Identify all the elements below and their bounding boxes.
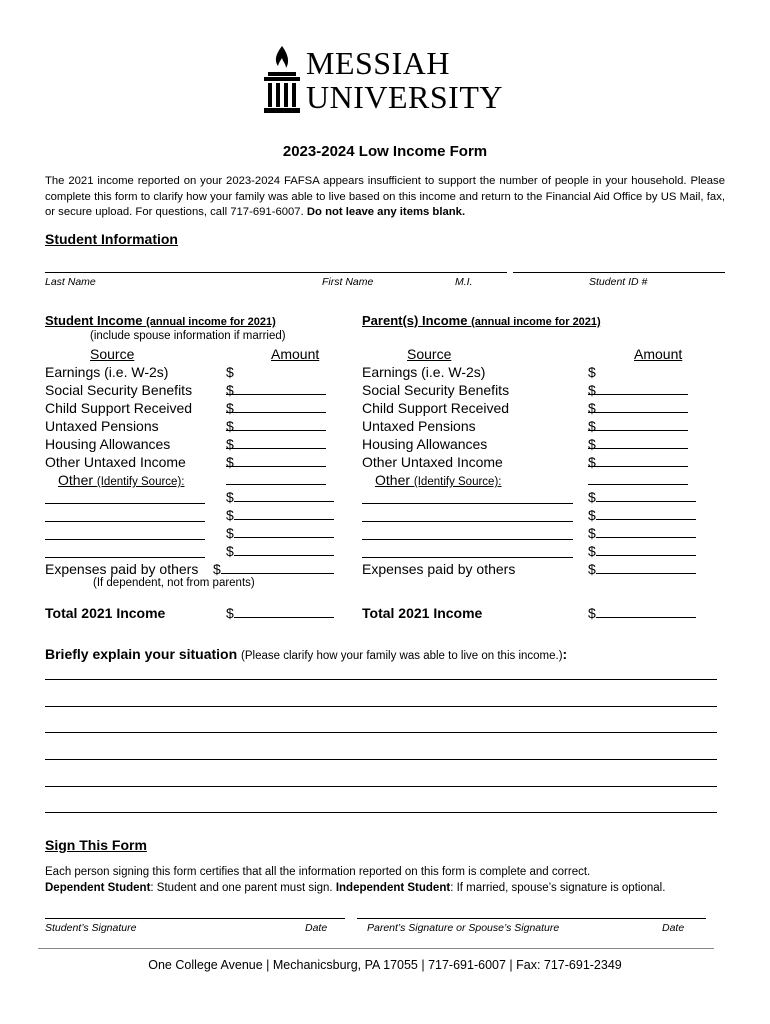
mi-label: M.I. xyxy=(455,276,473,288)
independent-label: Independent Student xyxy=(335,881,451,894)
student-income-row xyxy=(45,435,234,453)
parent-amount-label: Amount xyxy=(634,346,683,362)
parent-other-source-field[interactable] xyxy=(362,521,573,522)
dollar-sign: $ xyxy=(588,489,596,505)
income-source-label: Other Untaxed Income xyxy=(362,454,503,470)
explain-heading xyxy=(45,646,567,662)
dependent-label: Dependent Student xyxy=(45,881,151,894)
amount-field[interactable] xyxy=(226,453,326,489)
parent-total-label: Total 2021 Income xyxy=(362,605,483,621)
parent-signature-line[interactable] xyxy=(357,918,706,919)
dependent-text: : Student and one parent must sign. xyxy=(150,881,333,894)
income-source-label: Social Security Benefits xyxy=(362,382,510,398)
dollar-sign: $ xyxy=(588,525,596,541)
student-other-source-field[interactable] xyxy=(45,503,205,504)
amount-field[interactable] xyxy=(588,560,696,578)
dollar-sign: $ xyxy=(588,382,596,398)
parent-date-label: Date xyxy=(662,922,685,934)
parent-income-row xyxy=(362,381,596,399)
dollar-sign: $ xyxy=(226,525,234,541)
flame-column-icon xyxy=(262,44,302,116)
student-other-source-field[interactable] xyxy=(45,557,205,558)
amount-field[interactable] xyxy=(226,506,334,524)
explain-line[interactable] xyxy=(45,706,717,707)
intro-text: The 2021 income reported on your 2023-2024 FAFSA appears insufficient to support the number of people in your household. Please complete this form to clarify how your family was able to live based on this income and return to the Financial Aid Office by US Mail, fax, or secure upload. For questions, call 717-691-6007. xyxy=(45,175,725,218)
dollar-sign: $ xyxy=(588,418,596,434)
amount-field[interactable] xyxy=(213,560,334,578)
amount-field[interactable] xyxy=(588,506,696,524)
income-source-label: Child Support Received xyxy=(45,400,193,416)
sign-line-1: Each person signing this form certifies that all the information reported on this form is complete and correct. xyxy=(45,866,591,878)
parent-other-label xyxy=(375,471,501,491)
income-source-label: Housing Allowances xyxy=(45,436,171,452)
amount-field[interactable] xyxy=(226,524,334,542)
student-other-source-field[interactable] xyxy=(45,539,205,540)
income-source-label: Housing Allowances xyxy=(362,436,488,452)
parent-other-source-field[interactable] xyxy=(362,557,573,558)
student-income-row xyxy=(45,381,234,399)
dollar-sign: $ xyxy=(588,454,596,470)
parent-income-row xyxy=(362,399,596,417)
parent-income-row xyxy=(362,453,596,471)
parent-income-row xyxy=(362,417,596,435)
footer-address: One College Avenue | Mechanicsburg, PA 17055 | 717-691-6007 | Fax: 717-691-2349 xyxy=(148,958,622,972)
amount-field[interactable] xyxy=(588,488,696,506)
parent-expenses-label: Expenses paid by others xyxy=(362,561,516,577)
dollar-sign: $ xyxy=(588,436,596,452)
intro-bold: Do not leave any items blank. xyxy=(306,206,466,218)
student-info-heading: Student Information xyxy=(45,231,178,247)
dollar-sign: $ xyxy=(226,382,234,398)
dollar-sign: $ xyxy=(226,454,234,470)
student-signature-line[interactable] xyxy=(45,918,345,919)
income-source-label: Earnings (i.e. W-2s) xyxy=(45,364,169,380)
name-field-line[interactable] xyxy=(45,272,507,273)
student-id-label: Student ID # xyxy=(589,276,648,288)
student-income-heading-text: Student Income xyxy=(45,313,143,328)
form-title: 2023-2024 Low Income Form xyxy=(282,143,488,160)
dollar-sign: $ xyxy=(226,418,234,434)
parent-total-field[interactable] xyxy=(588,604,696,622)
other-label-sub: (Identify Source): xyxy=(413,476,502,488)
income-source-label: Untaxed Pensions xyxy=(45,418,159,434)
dollar-sign: $ xyxy=(588,605,596,621)
income-source-label: Child Support Received xyxy=(362,400,510,416)
amount-field[interactable] xyxy=(588,524,696,542)
explain-line[interactable] xyxy=(45,679,717,680)
amount-field[interactable] xyxy=(588,542,696,560)
student-income-rows xyxy=(45,363,234,471)
student-source-label: Source xyxy=(90,346,135,362)
dollar-sign: $ xyxy=(588,507,596,523)
student-income-row xyxy=(45,417,234,435)
student-income-row xyxy=(45,453,234,471)
footer-divider xyxy=(38,948,714,949)
dollar-sign: $ xyxy=(226,605,234,621)
dollar-sign: $ xyxy=(226,507,234,523)
student-date-label: Date xyxy=(305,922,328,934)
dollar-sign: $ xyxy=(588,364,596,380)
independent-text: : If married, spouse’s signature is optional. xyxy=(450,881,666,894)
income-source-label: Other Untaxed Income xyxy=(45,454,186,470)
amount-field[interactable] xyxy=(226,542,334,560)
sign-certification xyxy=(45,865,735,896)
income-source-label: Social Security Benefits xyxy=(45,382,193,398)
other-label-text: Other xyxy=(375,472,411,488)
parent-income-heading-sub: (annual income for 2021) xyxy=(471,316,601,328)
parent-other-source-field[interactable] xyxy=(362,503,573,504)
student-total-field[interactable] xyxy=(226,604,334,622)
dollar-sign: $ xyxy=(213,561,221,577)
amount-field[interactable] xyxy=(226,488,334,506)
explain-colon: : xyxy=(562,646,568,662)
student-income-row xyxy=(45,363,234,381)
sign-line-2 xyxy=(45,881,735,897)
explain-heading-sub: (Please clarify how your family was able to live on this income.) xyxy=(241,650,563,662)
explain-line[interactable] xyxy=(45,812,717,813)
student-signature-label: Student’s Signature xyxy=(45,922,137,934)
amount-field[interactable] xyxy=(588,453,688,489)
expenses-note: (If dependent, not from parents) xyxy=(93,577,255,589)
logo-line-1: MESSIAH xyxy=(306,45,450,81)
student-total-label: Total 2021 Income xyxy=(45,605,166,621)
explain-line[interactable] xyxy=(45,759,717,760)
income-source-label: Earnings (i.e. W-2s) xyxy=(362,364,486,380)
first-name-label: First Name xyxy=(322,276,374,288)
student-income-row xyxy=(45,399,234,417)
other-label-sub: (Identify Source): xyxy=(96,476,185,488)
other-label-text: Other xyxy=(58,472,94,488)
messiah-university-logo xyxy=(262,44,512,116)
parent-income-row xyxy=(362,363,596,381)
dollar-sign: $ xyxy=(588,400,596,416)
dollar-sign: $ xyxy=(226,364,234,380)
dollar-sign: $ xyxy=(226,400,234,416)
parent-source-label: Source xyxy=(407,346,452,362)
parent-other-source-field[interactable] xyxy=(362,539,573,540)
parent-signature-label: Parent’s Signature or Spouse’s Signature xyxy=(367,922,560,934)
student-other-label xyxy=(58,471,184,491)
intro-paragraph xyxy=(45,174,725,221)
sign-heading: Sign This Form xyxy=(45,837,147,853)
parent-income-row xyxy=(362,435,596,453)
explain-heading-text: Briefly explain your situation xyxy=(45,646,238,662)
dollar-sign: $ xyxy=(588,543,596,559)
parent-income-rows xyxy=(362,363,596,471)
spouse-note: (include spouse information if married) xyxy=(90,330,286,342)
dollar-sign: $ xyxy=(226,436,234,452)
logo-line-2: UNIVERSITY xyxy=(306,79,503,115)
parent-income-heading-text: Parent(s) Income xyxy=(362,313,468,328)
last-name-label: Last Name xyxy=(45,276,96,288)
student-expenses-label: Expenses paid by others xyxy=(45,561,199,577)
income-source-label: Untaxed Pensions xyxy=(362,418,476,434)
parent-income-heading xyxy=(362,313,601,328)
dollar-sign: $ xyxy=(226,489,234,505)
student-id-field-line[interactable] xyxy=(513,272,725,273)
student-income-heading-sub: (annual income for 2021) xyxy=(146,316,276,328)
dollar-sign: $ xyxy=(588,561,596,577)
dollar-sign: $ xyxy=(226,543,234,559)
explain-line[interactable] xyxy=(45,786,717,787)
explain-line[interactable] xyxy=(45,732,717,733)
student-other-source-field[interactable] xyxy=(45,521,205,522)
student-income-heading xyxy=(45,313,276,328)
student-amount-label: Amount xyxy=(271,346,320,362)
